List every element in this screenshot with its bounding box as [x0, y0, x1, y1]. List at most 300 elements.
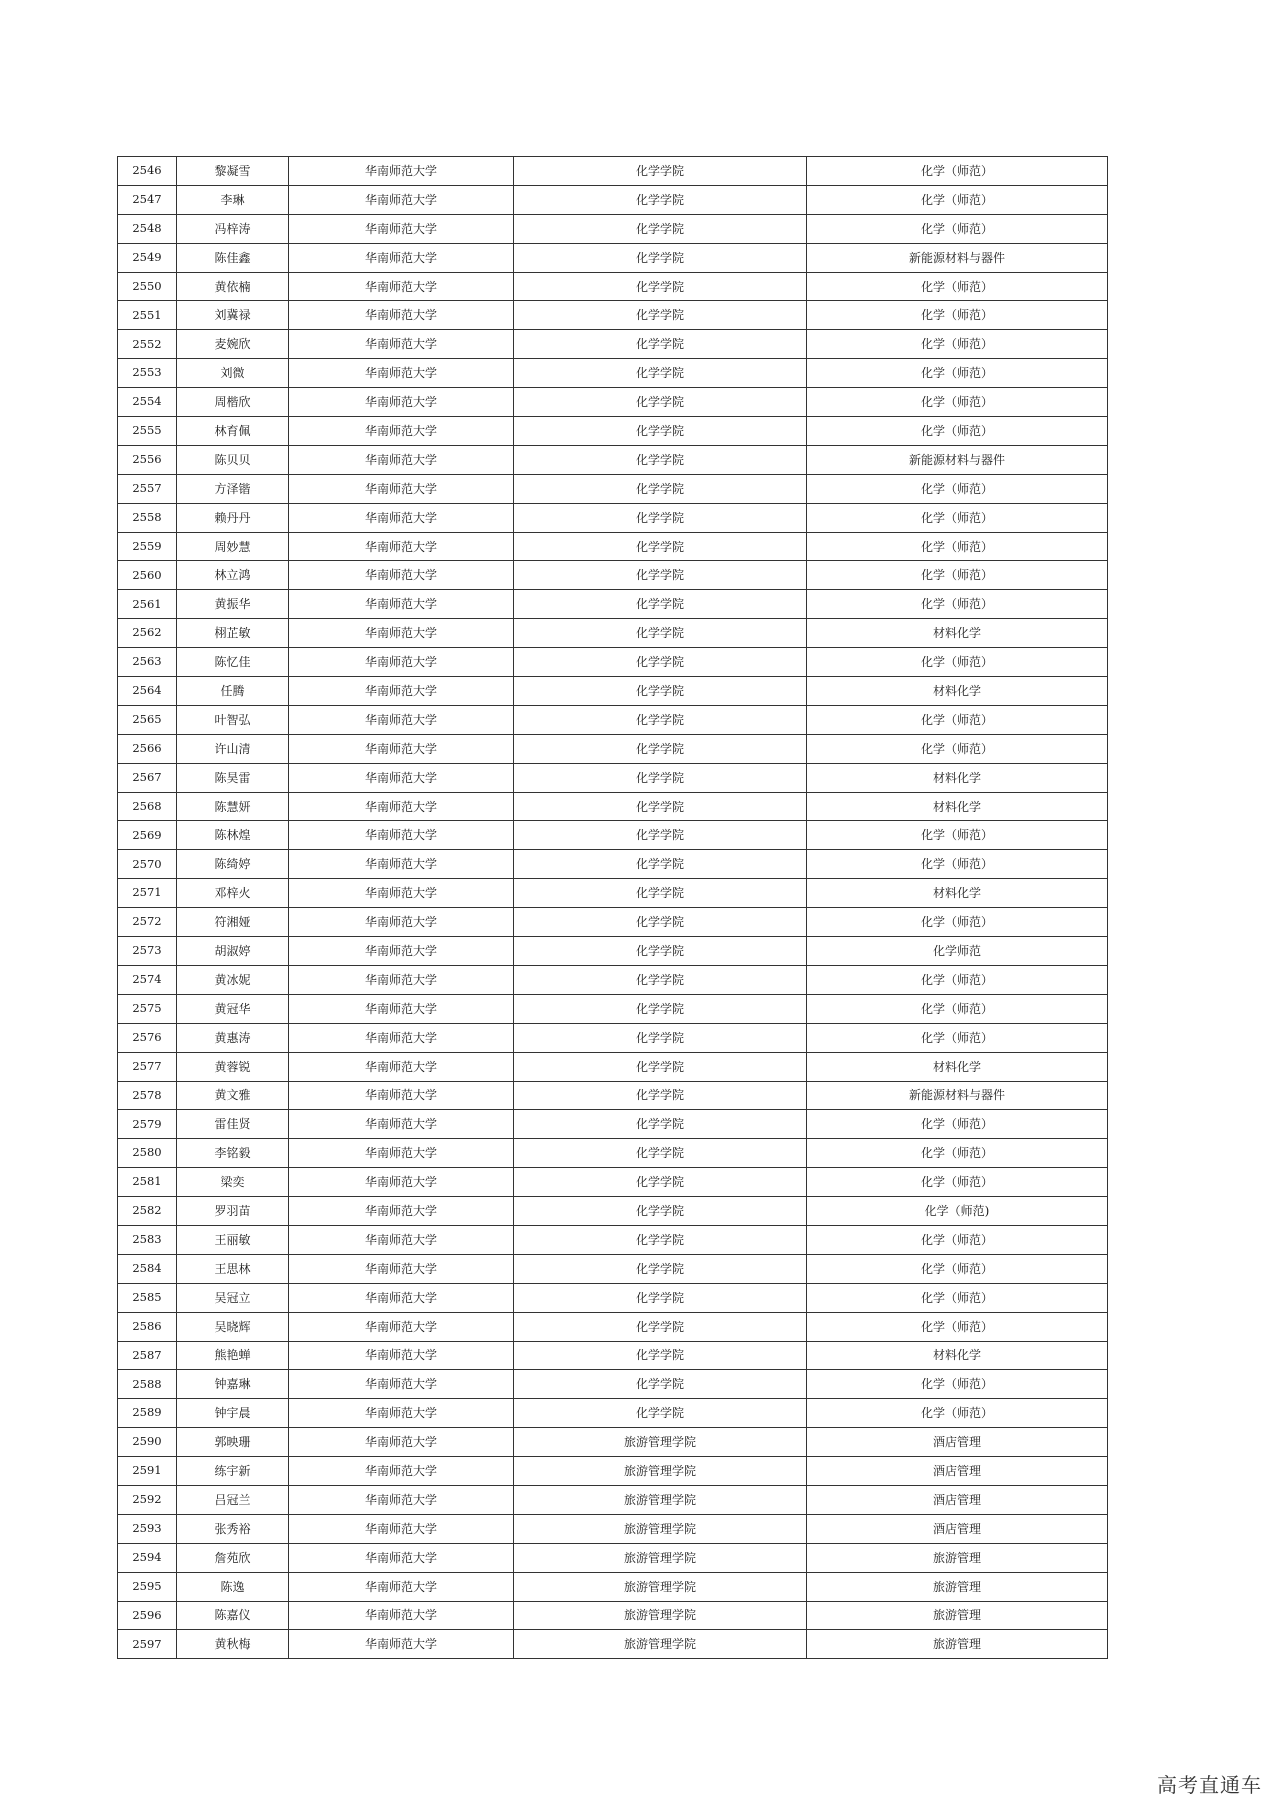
row-number-cell: 2554	[118, 388, 177, 417]
student-name-cell: 陈逸	[177, 1572, 289, 1601]
college-cell: 化学学院	[514, 965, 807, 994]
college-cell: 化学学院	[514, 417, 807, 446]
college-cell: 化学学院	[514, 185, 807, 214]
major-cell: 化学（师范)	[807, 1197, 1108, 1226]
student-name-cell: 吕冠兰	[177, 1485, 289, 1514]
college-cell: 化学学院	[514, 1254, 807, 1283]
major-cell: 材料化学	[807, 792, 1108, 821]
university-cell: 华南师范大学	[289, 272, 514, 301]
major-cell: 旅游管理	[807, 1630, 1108, 1659]
college-cell: 化学学院	[514, 157, 807, 186]
row-number-cell: 2596	[118, 1601, 177, 1630]
university-cell: 华南师范大学	[289, 850, 514, 879]
student-name-cell: 熊艳蝉	[177, 1341, 289, 1370]
major-cell: 化学（师范）	[807, 532, 1108, 561]
college-cell: 化学学院	[514, 1370, 807, 1399]
university-cell: 华南师范大学	[289, 185, 514, 214]
row-number-cell: 2569	[118, 821, 177, 850]
student-name-cell: 练宇新	[177, 1457, 289, 1486]
major-cell: 化学（师范）	[807, 705, 1108, 734]
college-cell: 化学学院	[514, 359, 807, 388]
university-cell: 华南师范大学	[289, 705, 514, 734]
college-cell: 旅游管理学院	[514, 1428, 807, 1457]
table-row	[118, 1168, 1108, 1197]
university-cell: 华南师范大学	[289, 1168, 514, 1197]
university-cell: 华南师范大学	[289, 301, 514, 330]
student-name-cell: 林立鸿	[177, 561, 289, 590]
row-number-cell: 2594	[118, 1543, 177, 1572]
major-cell: 化学（师范）	[807, 908, 1108, 937]
row-number-cell: 2578	[118, 1081, 177, 1110]
university-cell: 华南师范大学	[289, 214, 514, 243]
table-row	[118, 157, 1108, 186]
college-cell: 化学学院	[514, 821, 807, 850]
student-name-cell: 王丽敏	[177, 1225, 289, 1254]
major-cell: 化学（师范）	[807, 1283, 1108, 1312]
row-number-cell: 2570	[118, 850, 177, 879]
student-name-cell: 钟宇晨	[177, 1399, 289, 1428]
table-row	[118, 301, 1108, 330]
table-row	[118, 590, 1108, 619]
major-cell: 化学（师范）	[807, 1168, 1108, 1197]
student-name-cell: 周妙慧	[177, 532, 289, 561]
student-name-cell: 詹苑欣	[177, 1543, 289, 1572]
table-row	[118, 1225, 1108, 1254]
table-row	[118, 1254, 1108, 1283]
table-row	[118, 1139, 1108, 1168]
major-cell: 化学（师范）	[807, 1023, 1108, 1052]
row-number-cell: 2589	[118, 1399, 177, 1428]
table-row	[118, 821, 1108, 850]
watermark-text: 高考直通车	[1157, 1773, 1262, 1797]
table-row	[118, 879, 1108, 908]
table-row	[118, 359, 1108, 388]
table-row	[118, 648, 1108, 677]
major-cell: 酒店管理	[807, 1457, 1108, 1486]
college-cell: 化学学院	[514, 503, 807, 532]
college-cell: 化学学院	[514, 1312, 807, 1341]
major-cell: 化学（师范）	[807, 185, 1108, 214]
student-name-cell: 梁奕	[177, 1168, 289, 1197]
university-cell: 华南师范大学	[289, 1139, 514, 1168]
major-cell: 化学师范	[807, 937, 1108, 966]
university-cell: 华南师范大学	[289, 1312, 514, 1341]
roster-body	[118, 157, 1108, 1659]
college-cell: 化学学院	[514, 301, 807, 330]
college-cell: 化学学院	[514, 763, 807, 792]
college-cell: 化学学院	[514, 908, 807, 937]
college-cell: 旅游管理学院	[514, 1543, 807, 1572]
row-number-cell: 2582	[118, 1197, 177, 1226]
row-number-cell: 2574	[118, 965, 177, 994]
table-row	[118, 561, 1108, 590]
table-row	[118, 908, 1108, 937]
table-row	[118, 734, 1108, 763]
student-name-cell: 陈绮婷	[177, 850, 289, 879]
university-cell: 华南师范大学	[289, 1485, 514, 1514]
university-cell: 华南师范大学	[289, 561, 514, 590]
university-cell: 华南师范大学	[289, 1428, 514, 1457]
student-name-cell: 黄蓉锐	[177, 1052, 289, 1081]
row-number-cell: 2593	[118, 1514, 177, 1543]
row-number-cell: 2549	[118, 243, 177, 272]
table-row	[118, 1341, 1108, 1370]
table-row	[118, 1023, 1108, 1052]
row-number-cell: 2559	[118, 532, 177, 561]
row-number-cell: 2553	[118, 359, 177, 388]
major-cell: 材料化学	[807, 763, 1108, 792]
row-number-cell: 2588	[118, 1370, 177, 1399]
college-cell: 旅游管理学院	[514, 1514, 807, 1543]
row-number-cell: 2586	[118, 1312, 177, 1341]
table-row	[118, 1312, 1108, 1341]
table-row	[118, 243, 1108, 272]
university-cell: 华南师范大学	[289, 1023, 514, 1052]
table-row	[118, 1514, 1108, 1543]
university-cell: 华南师范大学	[289, 1197, 514, 1226]
row-number-cell: 2564	[118, 677, 177, 706]
student-name-cell: 吴晓辉	[177, 1312, 289, 1341]
row-number-cell: 2551	[118, 301, 177, 330]
university-cell: 华南师范大学	[289, 1630, 514, 1659]
university-cell: 华南师范大学	[289, 474, 514, 503]
student-name-cell: 黄文雅	[177, 1081, 289, 1110]
student-name-cell: 黎凝雪	[177, 157, 289, 186]
table-row	[118, 417, 1108, 446]
row-number-cell: 2580	[118, 1139, 177, 1168]
student-name-cell: 任腾	[177, 677, 289, 706]
row-number-cell: 2560	[118, 561, 177, 590]
college-cell: 旅游管理学院	[514, 1485, 807, 1514]
student-name-cell: 陈贝贝	[177, 445, 289, 474]
major-cell: 化学（师范）	[807, 1254, 1108, 1283]
row-number-cell: 2581	[118, 1168, 177, 1197]
row-number-cell: 2555	[118, 417, 177, 446]
college-cell: 化学学院	[514, 272, 807, 301]
row-number-cell: 2562	[118, 619, 177, 648]
college-cell: 化学学院	[514, 1399, 807, 1428]
university-cell: 华南师范大学	[289, 1081, 514, 1110]
university-cell: 华南师范大学	[289, 243, 514, 272]
major-cell: 化学（师范）	[807, 301, 1108, 330]
university-cell: 华南师范大学	[289, 994, 514, 1023]
student-name-cell: 郭映珊	[177, 1428, 289, 1457]
college-cell: 化学学院	[514, 532, 807, 561]
college-cell: 化学学院	[514, 1283, 807, 1312]
university-cell: 华南师范大学	[289, 445, 514, 474]
table-row	[118, 1052, 1108, 1081]
major-cell: 化学（师范）	[807, 474, 1108, 503]
student-name-cell: 陈慧妍	[177, 792, 289, 821]
college-cell: 化学学院	[514, 648, 807, 677]
table-row	[118, 965, 1108, 994]
table-row	[118, 1081, 1108, 1110]
university-cell: 华南师范大学	[289, 388, 514, 417]
table-row	[118, 677, 1108, 706]
college-cell: 化学学院	[514, 937, 807, 966]
college-cell: 化学学院	[514, 561, 807, 590]
university-cell: 华南师范大学	[289, 1110, 514, 1139]
row-number-cell: 2546	[118, 157, 177, 186]
table-row	[118, 1110, 1108, 1139]
student-name-cell: 栩芷敏	[177, 619, 289, 648]
student-name-cell: 林育佩	[177, 417, 289, 446]
table-row	[118, 1283, 1108, 1312]
table-row	[118, 705, 1108, 734]
student-name-cell: 刘微	[177, 359, 289, 388]
student-name-cell: 叶智弘	[177, 705, 289, 734]
table-row	[118, 1399, 1108, 1428]
major-cell: 材料化学	[807, 1341, 1108, 1370]
table-row	[118, 445, 1108, 474]
university-cell: 华南师范大学	[289, 821, 514, 850]
row-number-cell: 2576	[118, 1023, 177, 1052]
major-cell: 旅游管理	[807, 1543, 1108, 1572]
row-number-cell: 2563	[118, 648, 177, 677]
major-cell: 化学（师范）	[807, 1225, 1108, 1254]
table-row	[118, 503, 1108, 532]
row-number-cell: 2595	[118, 1572, 177, 1601]
row-number-cell: 2561	[118, 590, 177, 619]
row-number-cell: 2587	[118, 1341, 177, 1370]
university-cell: 华南师范大学	[289, 1254, 514, 1283]
college-cell: 化学学院	[514, 1341, 807, 1370]
row-number-cell: 2597	[118, 1630, 177, 1659]
table-row	[118, 1543, 1108, 1572]
college-cell: 化学学院	[514, 474, 807, 503]
student-name-cell: 黄冠华	[177, 994, 289, 1023]
student-name-cell: 雷佳贤	[177, 1110, 289, 1139]
major-cell: 化学（师范）	[807, 965, 1108, 994]
university-cell: 华南师范大学	[289, 532, 514, 561]
table-row	[118, 272, 1108, 301]
table-row	[118, 185, 1108, 214]
college-cell: 化学学院	[514, 1197, 807, 1226]
table-row	[118, 850, 1108, 879]
college-cell: 化学学院	[514, 619, 807, 648]
major-cell: 化学（师范）	[807, 330, 1108, 359]
university-cell: 华南师范大学	[289, 937, 514, 966]
student-name-cell: 陈佳鑫	[177, 243, 289, 272]
university-cell: 华南师范大学	[289, 763, 514, 792]
university-cell: 华南师范大学	[289, 503, 514, 532]
college-cell: 化学学院	[514, 1081, 807, 1110]
major-cell: 化学（师范）	[807, 734, 1108, 763]
university-cell: 华南师范大学	[289, 1052, 514, 1081]
row-number-cell: 2565	[118, 705, 177, 734]
student-name-cell: 麦婉欣	[177, 330, 289, 359]
table-row	[118, 1370, 1108, 1399]
college-cell: 化学学院	[514, 994, 807, 1023]
student-name-cell: 罗羽苗	[177, 1197, 289, 1226]
student-name-cell: 黄依楠	[177, 272, 289, 301]
student-name-cell: 李铭毅	[177, 1139, 289, 1168]
student-name-cell: 邓梓火	[177, 879, 289, 908]
university-cell: 华南师范大学	[289, 1341, 514, 1370]
university-cell: 华南师范大学	[289, 619, 514, 648]
table-row	[118, 763, 1108, 792]
major-cell: 材料化学	[807, 677, 1108, 706]
college-cell: 化学学院	[514, 214, 807, 243]
student-name-cell: 陈忆佳	[177, 648, 289, 677]
college-cell: 化学学院	[514, 850, 807, 879]
college-cell: 化学学院	[514, 1052, 807, 1081]
row-number-cell: 2573	[118, 937, 177, 966]
major-cell: 材料化学	[807, 619, 1108, 648]
college-cell: 化学学院	[514, 1023, 807, 1052]
university-cell: 华南师范大学	[289, 1370, 514, 1399]
college-cell: 旅游管理学院	[514, 1572, 807, 1601]
college-cell: 化学学院	[514, 677, 807, 706]
major-cell: 化学（师范）	[807, 388, 1108, 417]
university-cell: 华南师范大学	[289, 965, 514, 994]
university-cell: 华南师范大学	[289, 1543, 514, 1572]
student-name-cell: 钟嘉琳	[177, 1370, 289, 1399]
university-cell: 华南师范大学	[289, 1601, 514, 1630]
student-name-cell: 黄秋梅	[177, 1630, 289, 1659]
student-name-cell: 胡淑婷	[177, 937, 289, 966]
row-number-cell: 2575	[118, 994, 177, 1023]
major-cell: 化学（师范）	[807, 1139, 1108, 1168]
major-cell: 化学（师范）	[807, 157, 1108, 186]
university-cell: 华南师范大学	[289, 1225, 514, 1254]
student-name-cell: 方泽锴	[177, 474, 289, 503]
university-cell: 华南师范大学	[289, 1514, 514, 1543]
major-cell: 化学（师范）	[807, 417, 1108, 446]
college-cell: 化学学院	[514, 445, 807, 474]
row-number-cell: 2568	[118, 792, 177, 821]
student-name-cell: 陈嘉仪	[177, 1601, 289, 1630]
major-cell: 新能源材料与器件	[807, 1081, 1108, 1110]
major-cell: 材料化学	[807, 1052, 1108, 1081]
row-number-cell: 2590	[118, 1428, 177, 1457]
student-roster-table	[117, 156, 1108, 1659]
university-cell: 华南师范大学	[289, 677, 514, 706]
major-cell: 化学（师范）	[807, 590, 1108, 619]
college-cell: 化学学院	[514, 879, 807, 908]
college-cell: 化学学院	[514, 792, 807, 821]
table-row	[118, 619, 1108, 648]
student-name-cell: 黄振华	[177, 590, 289, 619]
row-number-cell: 2547	[118, 185, 177, 214]
college-cell: 化学学院	[514, 1168, 807, 1197]
row-number-cell: 2552	[118, 330, 177, 359]
major-cell: 化学（师范）	[807, 648, 1108, 677]
row-number-cell: 2567	[118, 763, 177, 792]
row-number-cell: 2591	[118, 1457, 177, 1486]
row-number-cell: 2550	[118, 272, 177, 301]
row-number-cell: 2558	[118, 503, 177, 532]
table-row	[118, 937, 1108, 966]
major-cell: 化学（师范）	[807, 994, 1108, 1023]
table-row	[118, 532, 1108, 561]
student-name-cell: 李琳	[177, 185, 289, 214]
student-name-cell: 周楷欣	[177, 388, 289, 417]
table-row	[118, 1601, 1108, 1630]
college-cell: 化学学院	[514, 388, 807, 417]
major-cell: 化学（师范）	[807, 1370, 1108, 1399]
major-cell: 化学（师范）	[807, 359, 1108, 388]
table-row	[118, 1485, 1108, 1514]
table-row	[118, 1428, 1108, 1457]
college-cell: 化学学院	[514, 734, 807, 763]
major-cell: 旅游管理	[807, 1601, 1108, 1630]
row-number-cell: 2556	[118, 445, 177, 474]
university-cell: 华南师范大学	[289, 792, 514, 821]
student-name-cell: 黄惠涛	[177, 1023, 289, 1052]
major-cell: 化学（师范）	[807, 503, 1108, 532]
student-name-cell: 黄冰妮	[177, 965, 289, 994]
row-number-cell: 2548	[118, 214, 177, 243]
major-cell: 酒店管理	[807, 1514, 1108, 1543]
college-cell: 化学学院	[514, 705, 807, 734]
university-cell: 华南师范大学	[289, 734, 514, 763]
college-cell: 旅游管理学院	[514, 1601, 807, 1630]
row-number-cell: 2583	[118, 1225, 177, 1254]
row-number-cell: 2566	[118, 734, 177, 763]
university-cell: 华南师范大学	[289, 359, 514, 388]
college-cell: 化学学院	[514, 330, 807, 359]
major-cell: 化学（师范）	[807, 850, 1108, 879]
college-cell: 旅游管理学院	[514, 1630, 807, 1659]
row-number-cell: 2579	[118, 1110, 177, 1139]
college-cell: 旅游管理学院	[514, 1457, 807, 1486]
university-cell: 华南师范大学	[289, 330, 514, 359]
major-cell: 化学（师范）	[807, 1399, 1108, 1428]
student-name-cell: 陈林煌	[177, 821, 289, 850]
major-cell: 酒店管理	[807, 1428, 1108, 1457]
major-cell: 酒店管理	[807, 1485, 1108, 1514]
row-number-cell: 2585	[118, 1283, 177, 1312]
row-number-cell: 2571	[118, 879, 177, 908]
table-row	[118, 792, 1108, 821]
major-cell: 化学（师范）	[807, 272, 1108, 301]
student-name-cell: 陈昊雷	[177, 763, 289, 792]
university-cell: 华南师范大学	[289, 157, 514, 186]
university-cell: 华南师范大学	[289, 1399, 514, 1428]
college-cell: 化学学院	[514, 1225, 807, 1254]
major-cell: 材料化学	[807, 879, 1108, 908]
major-cell: 化学（师范）	[807, 214, 1108, 243]
row-number-cell: 2557	[118, 474, 177, 503]
major-cell: 旅游管理	[807, 1572, 1108, 1601]
major-cell: 新能源材料与器件	[807, 445, 1108, 474]
student-name-cell: 张秀裕	[177, 1514, 289, 1543]
university-cell: 华南师范大学	[289, 1283, 514, 1312]
table-row	[118, 1630, 1108, 1659]
college-cell: 化学学院	[514, 1139, 807, 1168]
university-cell: 华南师范大学	[289, 590, 514, 619]
table-row	[118, 388, 1108, 417]
student-name-cell: 冯梓涛	[177, 214, 289, 243]
student-name-cell: 王思林	[177, 1254, 289, 1283]
major-cell: 化学（师范）	[807, 561, 1108, 590]
university-cell: 华南师范大学	[289, 648, 514, 677]
student-name-cell: 吴冠立	[177, 1283, 289, 1312]
row-number-cell: 2592	[118, 1485, 177, 1514]
university-cell: 华南师范大学	[289, 1457, 514, 1486]
student-name-cell: 许山清	[177, 734, 289, 763]
major-cell: 化学（师范）	[807, 821, 1108, 850]
table-row	[118, 1572, 1108, 1601]
row-number-cell: 2584	[118, 1254, 177, 1283]
student-name-cell: 刘冀禄	[177, 301, 289, 330]
table-row	[118, 330, 1108, 359]
college-cell: 化学学院	[514, 590, 807, 619]
college-cell: 化学学院	[514, 1110, 807, 1139]
college-cell: 化学学院	[514, 243, 807, 272]
major-cell: 化学（师范）	[807, 1312, 1108, 1341]
